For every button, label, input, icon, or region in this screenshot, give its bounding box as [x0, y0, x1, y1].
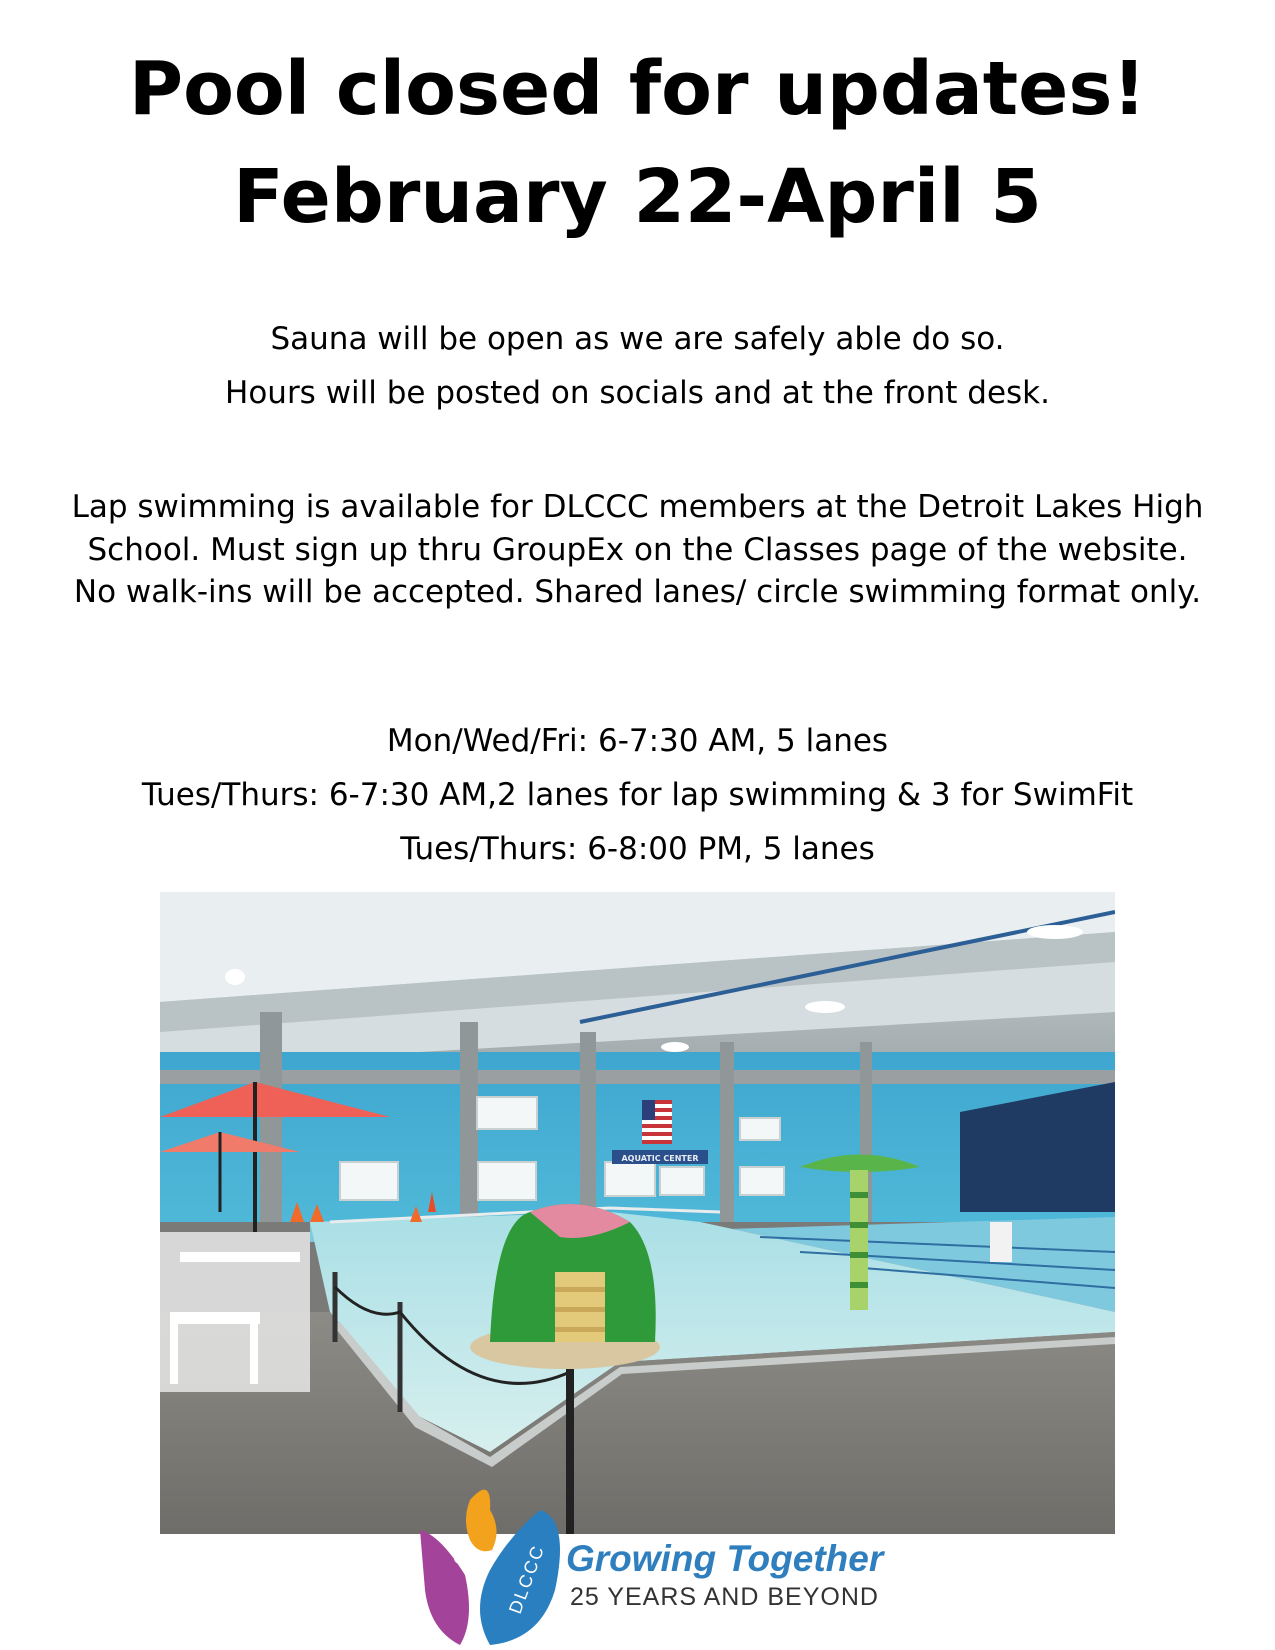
window — [740, 1118, 780, 1140]
headline-line-1: Pool closed for updates! — [128, 46, 1147, 132]
wall-beam — [160, 1070, 1115, 1084]
dlccc-logo — [420, 1480, 884, 1650]
chair-leg — [170, 1324, 178, 1384]
lap-swimming-paragraph: Lap swimming is available for DLCCC members at the Detroit Lakes High School. Must sign up thru GroupEx on the Classes page of the website. No walk-ins will be accepted. Shared lanes/ circle swimming format only. — [71, 489, 1204, 610]
chair-leg — [250, 1324, 258, 1384]
aquatic-center-sign-text: AQUATIC CENTER — [621, 1154, 699, 1163]
logo-purple-leaf — [420, 1530, 469, 1645]
ceiling-light — [661, 1042, 689, 1052]
wall-column — [720, 1042, 734, 1222]
lifeguard-chair — [990, 1222, 1012, 1262]
window — [340, 1162, 398, 1200]
ceiling-light — [225, 969, 245, 985]
sauna-line-1: Sauna will be open as we are safely able do so. — [270, 321, 1005, 357]
window — [605, 1162, 655, 1196]
wall-column — [460, 1022, 478, 1222]
logo-subtitle: 25 YEARS AND BEYOND — [570, 1583, 879, 1611]
chair — [170, 1312, 260, 1324]
logo-figure-head — [454, 1552, 466, 1564]
logo-orange-flame — [466, 1490, 497, 1552]
window — [477, 1097, 537, 1129]
dlccc-logo-mark — [420, 1480, 570, 1650]
pool-photo — [160, 892, 1115, 1534]
ceiling-light — [805, 1001, 845, 1013]
table-top — [180, 1252, 300, 1262]
sauna-line-2: Hours will be posted on socials and at the front desk. — [225, 375, 1050, 411]
schedule-line-2: Tues/Thurs: 6-7:30 AM,2 lanes for lap swimming & 3 for SwimFit — [141, 777, 1134, 813]
schedule-line-1: Mon/Wed/Fri: 6-7:30 AM, 5 lanes — [386, 723, 889, 759]
window — [478, 1162, 536, 1200]
window — [740, 1167, 784, 1195]
logo-mark-text: DLCCC — [504, 1541, 549, 1617]
schedule-line-3: Tues/Thurs: 6-8:00 PM, 5 lanes — [400, 831, 875, 867]
headline-line-2: February 22-April 5 — [233, 154, 1042, 240]
ceiling-light — [1027, 925, 1083, 939]
american-flag — [642, 1100, 672, 1144]
logo-title: Growing Together — [566, 1538, 884, 1579]
window — [660, 1167, 704, 1195]
wall-column — [580, 1032, 596, 1222]
